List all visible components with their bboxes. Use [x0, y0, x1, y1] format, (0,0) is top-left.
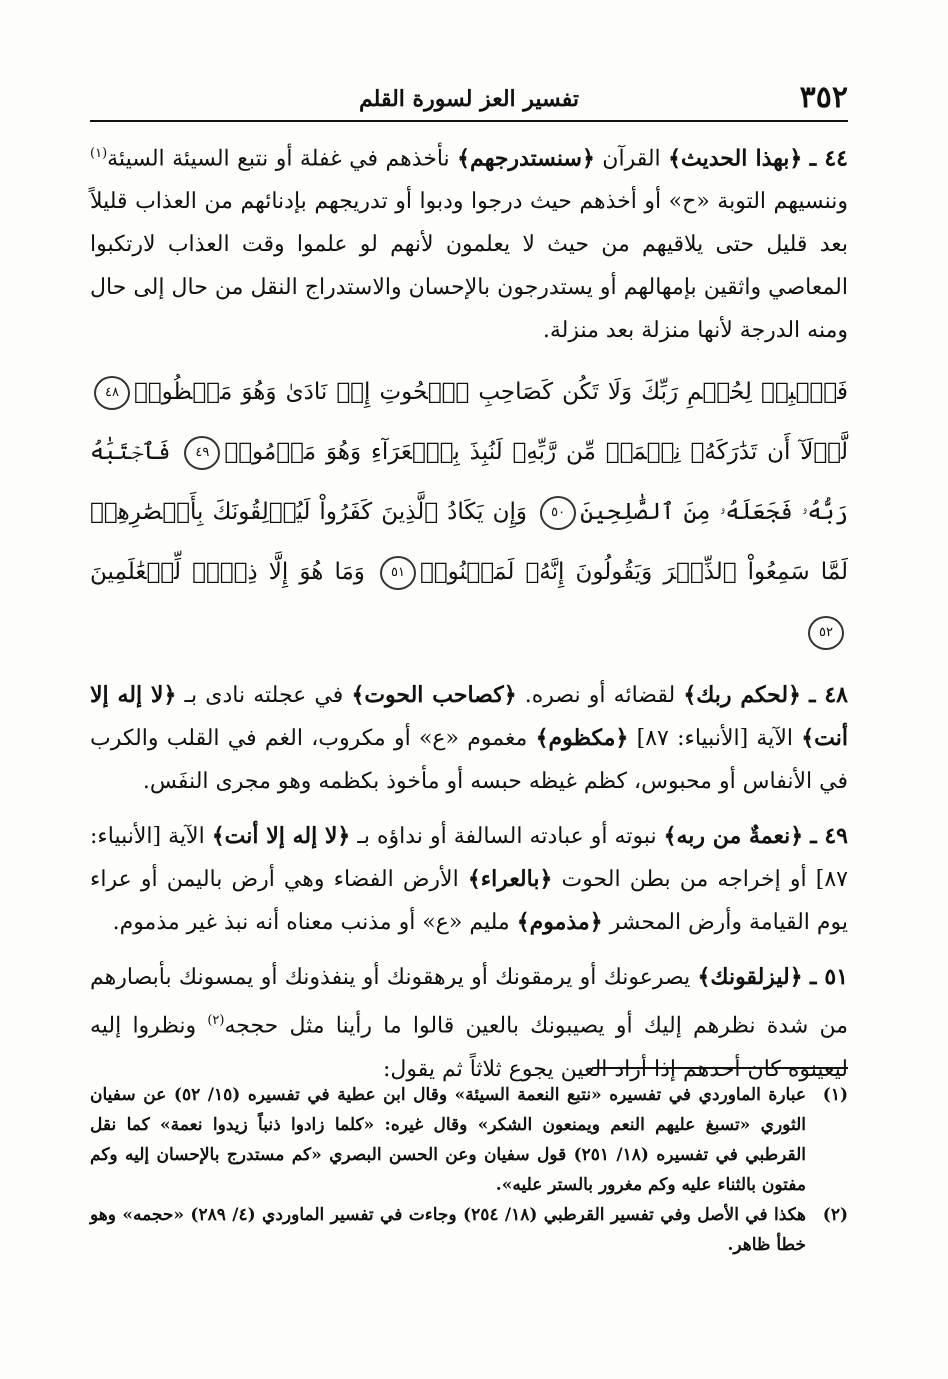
quoted-term: ﴿لا إله إلا أنت﴾: [211, 823, 351, 850]
quoted-term: ﴿سنستدرجهم﴾: [457, 145, 595, 172]
paragraph-text: وننسيهم التوبة «ح» أو أخذهم حيث درجوا ودبوا أو تدريجهم بإدنائهم من العذاب قليلاً بعد قليل حتى يلاقيهم من حيث لا يعلمون لأنهم لو علموا وقت العذاب لارتكبوا المعاصي واثقين بإمهالهم أو يستدرجون بالإحسان والاستدراج النقل من حال إلى حال ومنه الدرجة لأنها منزلة بعد منزلة.: [90, 189, 848, 344]
footnote-reference: (١): [90, 146, 108, 161]
page-header: [90, 78, 848, 122]
paragraph-text: ونظروا إليه ليعينوه كان أحدهم إذا أراد العين يجوع ثلاثاً ثم يقول:: [90, 1013, 848, 1082]
paragraph-text: القرآن: [594, 146, 669, 172]
paragraph-text: مغموم «ع» أو مكروب، الغم في القلب والكرب في الأنفاس أو محبوس، كظم غيظه حبسه أو مأخوذ بكظمه وهو مجرى النفَس.: [90, 726, 848, 795]
paragraph-44: [90, 132, 848, 352]
verse-number-marker: ٥٠: [540, 496, 576, 530]
footnote-divider: [592, 1067, 848, 1069]
quran-verse: فَٱصۡبِرۡ لِحُكۡمِ رَبِّكَ وَلَا تَكُن كَصَاحِبِ ٱلۡحُوتِ إِذۡ نَادَىٰ وَهُوَ مَكۡظُومٞ: [134, 379, 848, 406]
footnote-text: هكذا في الأصل وفي تفسير القرطبي (١٨/ ٢٥٤) وجاءت في تفسير الماوردي (٤/ ٢٨٩) «حجمه» وهو خطأ ظاهر.: [90, 1205, 806, 1255]
footnotes: [90, 1080, 848, 1260]
page-number: ٣٥٢: [799, 80, 848, 115]
quoted-term: ﴿بهذا الحديث﴾: [668, 145, 803, 172]
paragraph-text: يصرعونك أو يرمقونك أو يرهقونك أو ينفذونك أو يمسونك بأبصارهم من شدة نظرهم إليك أو يصيبونك بالعين قالوا ما رأينا مثل حججه: [90, 965, 848, 1039]
quoted-term: ﴿لحكم ربك﴾: [683, 682, 801, 709]
quran-verse: وَمَا هُوَ إِلَّا ذِكۡرٞ لِّلۡعَٰلَمِينَ: [90, 559, 365, 586]
quoted-term: ﴿بالعراء﴾: [467, 866, 553, 893]
paragraph-text: الآية [الأنبياء: ٨٧]: [628, 726, 802, 752]
quoted-term: ﴿مكظوم﴾: [535, 725, 629, 752]
verse-number-marker: ٤٨: [94, 376, 130, 410]
footnote-1: [90, 1080, 848, 1200]
quran-verse: لَّوۡلَآ أَن تَدَٰرَكَهُۥ نِعۡمَةٞ مِّن رَّبِّهِۦ لَنُبِذَ بِٱلۡعَرَآءِ وَهُوَ مَذۡمُومٞ: [224, 439, 848, 466]
quran-verse: وَإِن يَكَادُ ٱلَّذِينَ كَفَرُواْ لَيُزۡلِقُونَكَ بِأَبۡصَٰرِهِمۡ لَمَّا سَمِعُواْ ٱلذِّكۡرَ وَيَقُولُونَ إِنَّهُۥ لَمَجۡنُونٞ: [90, 499, 849, 586]
verse-number-marker: ٥٢: [808, 616, 844, 650]
paragraph-text: في عجلته نادى بـ: [176, 683, 352, 709]
paragraph-51: [90, 956, 848, 1090]
footnote-number: (٢): [822, 1205, 848, 1225]
quoted-term: ﴿ليزلقونك﴾: [697, 964, 803, 991]
paragraph-text: نأخذهم في غفلة أو نتبع السيئة السيئة: [107, 146, 458, 172]
footnote-number: (١): [822, 1085, 848, 1105]
footnote-text: عبارة الماوردي في تفسيره «نتبع النعمة السيئة» وقال ابن عطية في تفسيره (١٥/ ٥٢) عن سفيان الثوري «تسبغ عليهم النعم ويمنعون الشكر» وقال غيره: «كلما زادوا ذنباً زيدوا نعمة» كما نقل القرطبي في تفسيره (١٨/ ٢٥١) قول سفيان وعن الحسن البصري «كم مستدرج بالإحسان إليه وكم مفتون بالثناء عليه وكم مغرور بالستر عليه».: [90, 1085, 806, 1195]
quoted-term: ﴿نعمةٌ من ربه﴾: [663, 823, 804, 850]
paragraph-text: الأرض الفضاء وهي أرض باليمن أو عراء يوم القيامة وأرض المحشر: [90, 867, 848, 936]
paragraph-48: [90, 674, 848, 803]
paragraph-number: ٤٨ ـ: [809, 682, 848, 709]
quoted-term: ﴿كصاحب الحوت﴾: [351, 682, 517, 709]
paragraph-number: ٤٩ ـ: [810, 823, 848, 850]
paragraph-number: ٤٤ ـ: [809, 145, 848, 172]
verse-number-marker: ٥١: [380, 556, 416, 590]
footnote-reference: (٢): [207, 1013, 225, 1029]
verse-number-marker: ٤٩: [184, 436, 220, 470]
footnote-2: [90, 1200, 848, 1260]
quoted-term: ﴿لا إله إلا أنت﴾: [90, 682, 848, 752]
paragraph-number: ٥١ ـ: [809, 964, 849, 991]
main-text: [90, 132, 848, 1091]
running-title: تفسير العز لسورة القلم: [359, 86, 579, 112]
paragraph-text: لقضائه أو نصره.: [516, 683, 684, 709]
paragraph-text: مليم «ع» أو مذنب معناه أنه نبذ غير مذموم.: [112, 910, 517, 936]
paragraph-text: نبوته أو عبادته السالفة أو نداؤه بـ: [350, 824, 664, 850]
paragraph-text: الآية [الأنبياء: ٨٧] أو إخراجه من بطن الحوت: [90, 824, 848, 893]
quran-verse: فَٱجۡتَبَٰهُ رَبُّهُۥ فَجَعَلَهُۥ مِنَ ٱلصَّٰلِحِينَ: [90, 439, 848, 526]
paragraph-49: [90, 815, 848, 944]
quran-verses-block: [90, 362, 848, 662]
quoted-term: ﴿مذموم﴾: [516, 909, 603, 936]
